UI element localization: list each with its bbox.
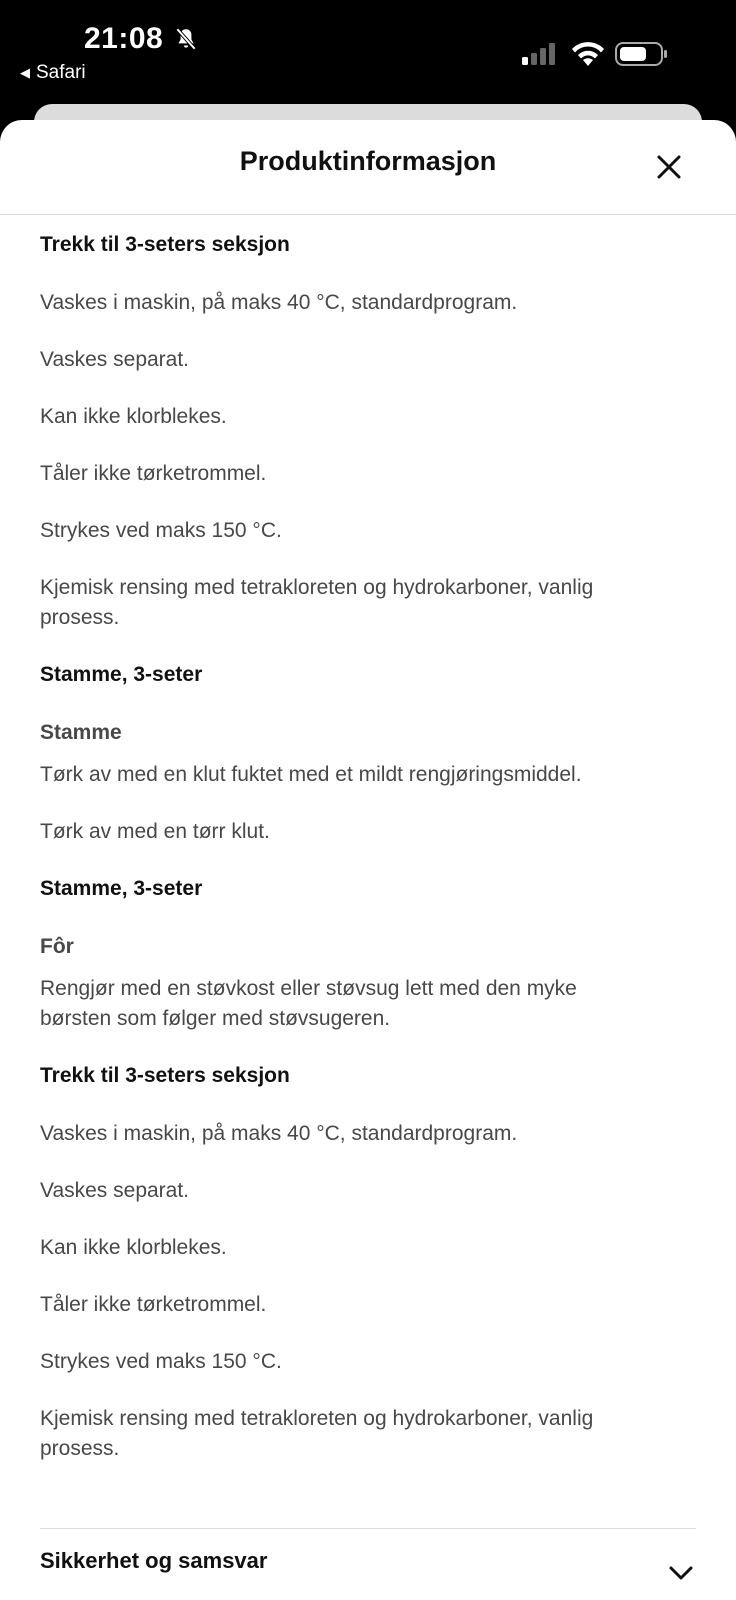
sheet-title: Produktinformasjon — [239, 146, 497, 176]
product-info-sheet — [0, 120, 736, 1600]
care-text: Vaskes i maskin, på maks 40 °C, standardprogram. — [40, 291, 518, 314]
section-subheading: Fôr — [40, 935, 74, 958]
care-text: Kan ikke klorblekes. — [40, 1236, 227, 1259]
sheet-header — [0, 120, 736, 215]
safety-compliance-accordion[interactable] — [40, 1548, 696, 1588]
back-app-label: Safari — [36, 62, 86, 83]
care-text: Kjemisk rensing med tetrakloreten og hydrokarboner, vanlig prosess. — [40, 1407, 594, 1460]
wifi-icon — [570, 40, 606, 68]
chevron-down-icon — [666, 1558, 696, 1588]
battery-icon — [614, 40, 670, 68]
care-text: Tørk av med en klut fuktet med et mildt rengjøringsmiddel. — [40, 763, 582, 786]
bell-slash-icon — [173, 26, 199, 52]
section-heading: Stamme, 3-seter — [40, 877, 203, 900]
status-time — [84, 22, 199, 56]
care-text: Tåler ikke tørketrommel. — [40, 1293, 267, 1316]
section-heading: Trekk til 3-seters seksjon — [40, 1064, 290, 1087]
care-text: Vaskes separat. — [40, 348, 190, 371]
section-heading: Trekk til 3-seters seksjon — [40, 233, 290, 256]
accordion-label: Sikkerhet og samsvar — [40, 1548, 268, 1573]
section-heading: Stamme, 3-seter — [40, 663, 203, 686]
clock-text: 21:08 — [84, 22, 164, 55]
cellular-signal-icon — [520, 42, 560, 66]
care-text: Vaskes separat. — [40, 1179, 190, 1202]
care-text: Strykes ved maks 150 °C. — [40, 519, 282, 542]
back-to-app-link[interactable] — [20, 62, 86, 84]
care-text: Tørk av med en tørr klut. — [40, 820, 270, 843]
care-text: Kjemisk rensing med tetrakloreten og hydrokarboner, vanlig prosess. — [40, 576, 594, 629]
close-icon — [656, 154, 682, 180]
close-button[interactable] — [648, 146, 690, 188]
care-text: Rengjør med en støvkost eller støvsug lett med den myke børsten som følger med støvsugeren. — [40, 977, 577, 1030]
status-bar — [0, 0, 736, 100]
care-text: Tåler ikke tørketrommel. — [40, 462, 267, 485]
care-text: Vaskes i maskin, på maks 40 °C, standardprogram. — [40, 1122, 518, 1145]
section-subheading: Stamme — [40, 721, 122, 744]
care-instructions — [40, 230, 700, 1491]
back-triangle-icon: ◀ — [20, 65, 30, 80]
care-text: Strykes ved maks 150 °C. — [40, 1350, 282, 1373]
section-divider — [40, 1528, 696, 1529]
care-text: Kan ikke klorblekes. — [40, 405, 227, 428]
